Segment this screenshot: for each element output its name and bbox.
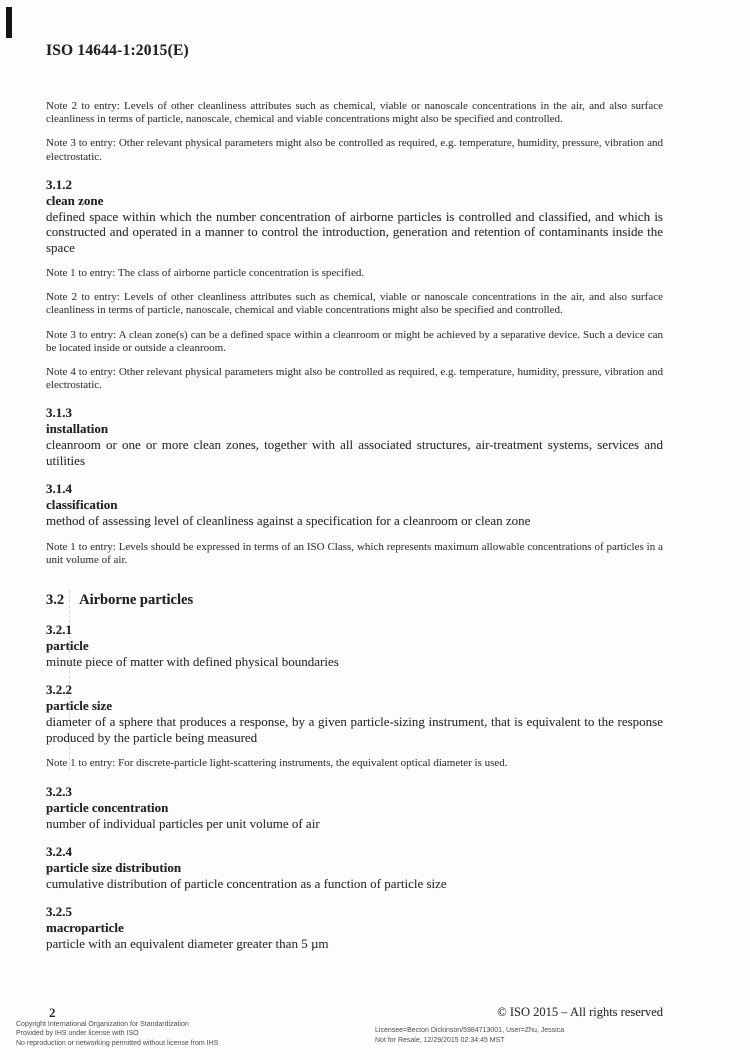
clause-number: 3.1.2: [46, 176, 72, 192]
term-note-1: Note 1 to entry: Levels should be expressed in terms of an ISO Class, which represents maximum allowable concentrations of particles in a unit volume of air.: [46, 540, 663, 566]
term-title: particle: [46, 638, 89, 654]
term-definition: defined space within which the number concentration of airborne particles is controlled and classified, and which is constructed and operated in a manner to control the introduction, generation and retention of contaminants inside the space: [46, 208, 663, 255]
term-section-3-2-4: [46, 844, 663, 891]
term-definition: particle with an equivalent diameter greater than 5 µm: [46, 936, 329, 952]
term-title: particle size: [46, 698, 113, 714]
intro-note-3: Note 3 to entry: Other relevant physical parameters might also be controlled as required, e.g. temperature, humidity, pressure, vibration and electrostatic.: [46, 137, 663, 163]
term-section-3-1-3: [46, 405, 663, 468]
term-title: classification: [46, 497, 118, 513]
term-definition: cumulative distribution of particle concentration as a function of particle size: [46, 875, 447, 891]
footer-license-line: Not for Resale, 12/29/2015 02:34:45 MST: [375, 1036, 505, 1044]
clause-number: 3.2.4: [46, 843, 72, 859]
term-section-3-2-3: [46, 784, 663, 831]
term-section-3-1-2: [46, 177, 663, 393]
term-note-2: Note 2 to entry: Levels of other cleanliness attributes such as chemical, viable or nanoscale concentrations in the air, and also surface cleanliness in terms of particle, nanoscale, chemical and viable concentrations might also be specified and controlled.: [46, 291, 663, 317]
term-definition: method of assessing level of cleanliness against a specification for a cleanroom or clean zone: [46, 513, 531, 529]
term-note-4: Note 4 to entry: Other relevant physical parameters might also be controlled as required, e.g. temperature, humidity, pressure, vibration and electrostatic.: [46, 366, 663, 392]
intro-note-2: Note 2 to entry: Levels of other cleanliness attributes such as chemical, viable or nanoscale concentrations in the air, and also surface cleanliness in terms of particle, nanoscale, chemical and viable concentrations might also be specified and controlled.: [46, 100, 663, 126]
term-title: particle concentration: [46, 799, 169, 815]
term-section-3-2-2: [46, 682, 663, 770]
term-title: macroparticle: [46, 920, 124, 936]
term-note-1: Note 1 to entry: The class of airborne particle concentration is specified.: [46, 267, 365, 280]
clause-number: 3.2.5: [46, 904, 72, 920]
term-definition: diameter of a sphere that produces a response, by a given particle-sizing instrument, that is equivalent to the response produced by the particle being measured: [46, 714, 663, 745]
footer-license-line: Licensee=Becton Dickinson/5984713001, User=Zhu, Jessica: [375, 1027, 565, 1034]
footer-provider-line: Copyright International Organization for Standardization: [16, 1021, 189, 1028]
term-definition: minute piece of matter with defined physical boundaries: [46, 654, 339, 670]
term-note-1: Note 1 to entry: For discrete-particle light-scattering instruments, the equivalent optical diameter is used.: [46, 757, 508, 770]
section-number: 3.2: [46, 592, 65, 609]
term-definition: cleanroom or one or more clean zones, together with all associated structures, air-treatment systems, services and utilities: [46, 437, 663, 468]
clause-number: 3.1.3: [46, 405, 72, 421]
scan-artifact-mark: [6, 7, 12, 38]
page-content: [46, 42, 663, 952]
clause-number: 3.2.1: [46, 622, 72, 638]
footer-copyright: © ISO 2015 – All rights reserved: [497, 1005, 663, 1019]
term-definition: number of individual particles per unit volume of air: [46, 815, 320, 831]
term-note-3: Note 3 to entry: A clean zone(s) can be a defined space within a cleanroom or might be achieved by a separative device. Such a device can be located inside or outside a cleanroom.: [46, 328, 663, 354]
term-section-3-2-1: [46, 622, 663, 669]
term-section-3-2-5: [46, 904, 663, 951]
section-title: Airborne particles: [79, 592, 194, 609]
term-section-3-1-4: [46, 481, 663, 567]
doc-title: ISO 14644-1:2015(E): [46, 42, 189, 59]
footer-provider-line: Provided by IHS under license with ISO: [16, 1030, 139, 1038]
clause-number: 3.2.3: [46, 783, 72, 799]
footer-provider-block: [16, 1020, 218, 1048]
section-heading-3-2: [46, 591, 663, 609]
term-title: installation: [46, 421, 109, 437]
term-title: clean zone: [46, 192, 104, 208]
footer-license-block: [375, 1026, 564, 1045]
clause-number: 3.2.2: [46, 682, 72, 698]
page-number: 2: [49, 1005, 56, 1020]
footer-provider-line: No reproduction or networking permitted without license from IHS: [16, 1039, 219, 1047]
term-title: particle size distribution: [46, 859, 182, 875]
clause-number: 3.1.4: [46, 481, 72, 497]
